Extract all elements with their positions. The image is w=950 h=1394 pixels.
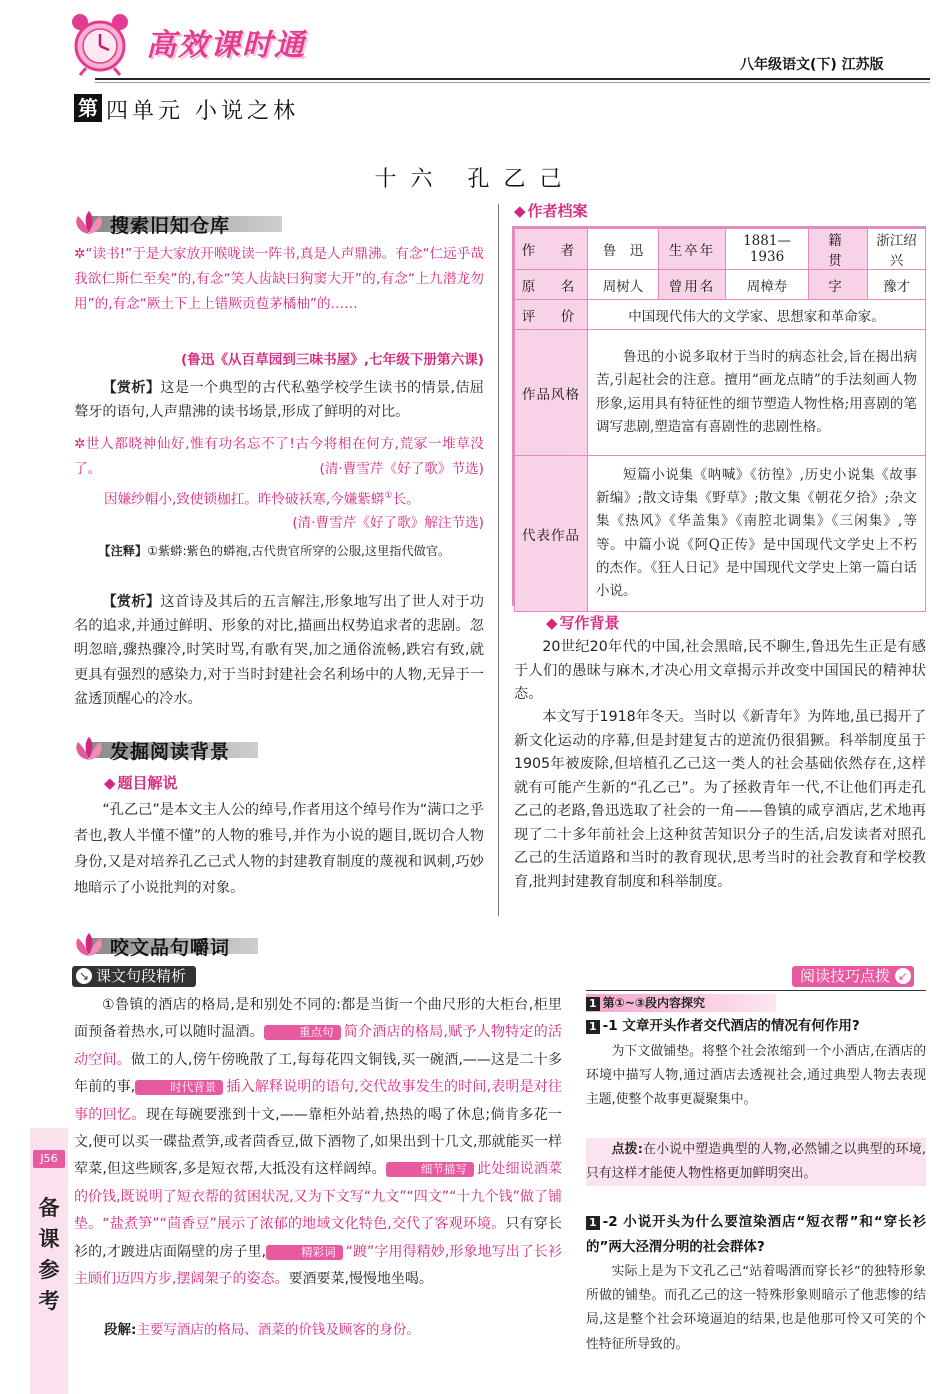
section-header-search: 搜索旧知仓库 (72, 210, 282, 234)
flower-icon (72, 210, 106, 236)
answer-1: 为下文做铺垫。将整个社会浓缩到一个小酒店,在酒店的环境中描写人物,通过酒店去透视社会,通过典型人物去表现主题,使整个故事更凝聚集中。 (586, 1044, 926, 1108)
brand-text: 高效课时通 (146, 28, 306, 63)
text-analysis-label: ↘ 课文句段精析 (72, 966, 196, 987)
reading-tips-label: 阅读技巧点拨 ↙ (792, 966, 914, 987)
subheading-title-explained: ◆ 题目解说 (104, 772, 178, 793)
side-label: 备课参考 (38, 1195, 60, 1313)
quote-song-line1: ✲世人都晓神仙好,惟有功名忘不了!古今将相在何方,荒冢一堆草没了。 (74, 436, 484, 477)
tag-key-sentence: 重点句 (264, 1025, 341, 1040)
table-row: 作品风格 鲁迅的小说多取材于当时的病态社会,旨在揭出病苦,引起社会的注意。擅用“画龙点睛”的手法刻画人物形象,运用具有特征性的细节塑造人物性格;用喜剧的笔调写悲剧,塑造富有喜剧性的悲剧性格。 (515, 330, 926, 456)
question-2: 1 -2 小说开头为什么要渲染酒店“短衣帮”和“穿长衫的”两大泾渭分明的社会群体? (586, 1214, 926, 1255)
subheading-author-archive: ◆ 作者档案 (514, 200, 588, 221)
quote-reading-source: (鲁迅《从百草园到三味书屋》,七年级下册第六课) (180, 352, 484, 368)
unit-title: 四单元 小说之林 (106, 99, 299, 124)
passage-analysis: ①鲁镇的酒店的格局,是和别处不同的:都是当街一个曲尺形的大柜台,柜里面预备着热水,可以随时温酒。 重点句 简介酒店的格局,赋予人物特定的活动空间。做工的人,傍午傍晚散了工,每每花四文铜钱,买一碗酒,——这是二十多年前的事, 时代背景 插入解释说明的语句,交代故事发生的时间,表明是对往事的回忆。现在每碗要涨到十文,——靠柜外站着,热热的喝了休息;倘肯多花一文,便可以买一碟盐煮笋,或者茴香豆,做下酒物了,如果出到十几文,那就能买一样荤菜,但这些顾客,多是短衣帮,大抵没有这样阔绰。 细节描写 此处细说酒菜的价钱,既说明了短衣帮的贫困状况,又为下文写“九文”“四文”“十九个钱”做了铺垫。“盐煮笋”“茴香豆”展示了浓郁的地域文化特色,交代了客观环境。只有穿长衫的,才踱进店面隔壁的房子里, 精彩词 “踱”字用得精妙,形象地写出了长衫主顾们迈四方步,摆阔架子的姿态。要酒要菜,慢慢地坐喝。 (74, 997, 563, 1288)
section-header-analysis: 咬文品句嚼词 (72, 932, 282, 956)
header-rule-thin (95, 82, 930, 83)
table-row: 代表作品 短篇小说集《呐喊》《彷徨》,历史小说集《故事新编》;散文诗集《野草》;散文集《朝花夕拾》;杂文集《热风》《华盖集》《南腔北调集》《三闲集》,等等。中篇小说《阿Q正传》是中国现代文学史上不朽的杰作。《狂人日记》是中国现代文学史上第一篇白话小说。 (515, 456, 926, 612)
grade-label: 八年级语文(下) 江苏版 (740, 57, 884, 73)
tip-1: 点拨:在小说中塑造典型的人物,必然铺之以典型的环境,只有这样才能使人物性格更加鲜明突出。 (586, 1138, 926, 1186)
quote-song-source2: (清·曹雪芹《好了歌》解注节选) (292, 515, 484, 531)
flower-icon (72, 932, 106, 958)
annotation-note: 【注释】①紫蟒:紫色的蟒袍,古代贵官所穿的公服,这里指代做官。 (98, 544, 451, 558)
header-rule (95, 78, 930, 80)
answer-2: 实际上是为下文孔乙己“站着喝酒而穿长衫”的独特形象所做的铺垫。而孔乙己的这一特殊形象则暗示了他悲惨的结局,这是整个社会环境逼迫的结果,也是他那可怜又可笑的个性特征所导致的。 (586, 1264, 926, 1352)
tag-wonderful-word: 精彩词 (266, 1245, 343, 1260)
title-explanation: “孔乙己”是本文主人公的绰号,作者用这个绰号作为“满口之乎者也,教人半懂不懂”的人物的雅号,并作为小说的题目,既切合人物身份,又是对培养孔乙己式人物的封建教育制度的蔑视和讽刺,巧妙地暗示了小说批判的对象。 (74, 802, 484, 896)
appreciation-2: 【赏析】这首诗及其后的五言解注,形象地写出了世人对于功名的追求,并通过鲜明、形象的对比,描画出权势追求者的悲剧。忽明忽暗,骤热骤冷,时笑时骂,有歌有哭,加之通俗流畅,跌宕有致,就更具有强烈的感染力,对于当时封建社会名利场中的人物,无异于一盆透顶醒心的冷水。 (74, 594, 484, 707)
subheading-writing-background: ◆ 写作背景 (546, 612, 620, 633)
alarm-clock-icon (66, 10, 134, 76)
quote-reading: ✲“读书!”于是大家放开喉咙读一阵书,真是人声鼎沸。有念“仁远乎哉我欲仁斯仁至矣”的,有念“笑人齿缺曰狗窦大开”的,有念“上九潜龙勿用”的,有念“厥土下上上错厥贡苞茅橘柚”的…… (74, 246, 484, 312)
table-row: 作 者 鲁 迅 生卒年 1881—1936 籍 贯 浙江绍兴 (515, 229, 926, 270)
paragraph-summary: 段解:主要写酒店的格局、酒菜的价钱及顾客的身份。 (104, 1322, 420, 1338)
table-row: 原 名 周树人 曾用名 周樟寿 字 豫才 (515, 270, 926, 300)
appreciation-1: 【赏析】这是一个典型的古代私塾学校学生读书的情景,佶屈聱牙的语句,人声鼎沸的读书场景,形成了鲜明的对比。 (74, 380, 484, 421)
table-row: 评 价 中国现代伟大的文学家、思想家和革命家。 (515, 300, 926, 330)
lesson-title: 十六 孔乙己 (374, 167, 576, 192)
tag-era-background: 时代背景 (135, 1080, 223, 1095)
column-divider (498, 204, 499, 916)
background-para-1: 20世纪20年代的中国,社会黑暗,民不聊生,鲁迅先生正是有感于人们的愚昧与麻木,才决心用文章揭示并改变中国国民的精神状态。 (514, 639, 926, 702)
question-1: 1 -1 文章开头作者交代酒店的情况有何作用? (586, 1014, 926, 1039)
quote-song-source1: (清·曹雪芹《好了歌》节选) (319, 461, 484, 477)
background-para-2: 本文写于1918年冬天。当时以《新青年》为阵地,虽已揭开了新文化运动的序幕,但是封建复古的逆流仍很猖獗。科举制度虽于1905年被废除,但培植孔乙己这一类人的社会基础依然存在,这样就有可能产生新的“孔乙己”。为了拯救青年一代,不让他们再走孔乙己的老路,鲁迅选取了社会的一角——鲁镇的咸亨酒店,艺术地再现了二十多年前社会上这种贫苦知识分子的生活,启发读者对照孔乙己的生活道路和当时的教育现状,思考当时的社会教育和学校教育,批判封建教育制度和科举制度。 (514, 709, 926, 890)
flower-icon (72, 736, 106, 762)
section-header-background: 发掘阅读背景 (72, 736, 282, 760)
tag-detail: 细节描写 (386, 1162, 474, 1177)
brand-logo (62, 10, 322, 80)
question-group-header: 1 第①~③段内容探究 (586, 994, 776, 1012)
unit-badge: 第 (74, 94, 102, 122)
page-number: J56 (33, 1150, 65, 1168)
author-table (514, 228, 926, 612)
quote-song-line2: 因嫌纱帽小,致使锁枷扛。昨怜破袄寒,今嫌紫蟒①长。 (104, 491, 420, 508)
right-rule (586, 990, 926, 991)
